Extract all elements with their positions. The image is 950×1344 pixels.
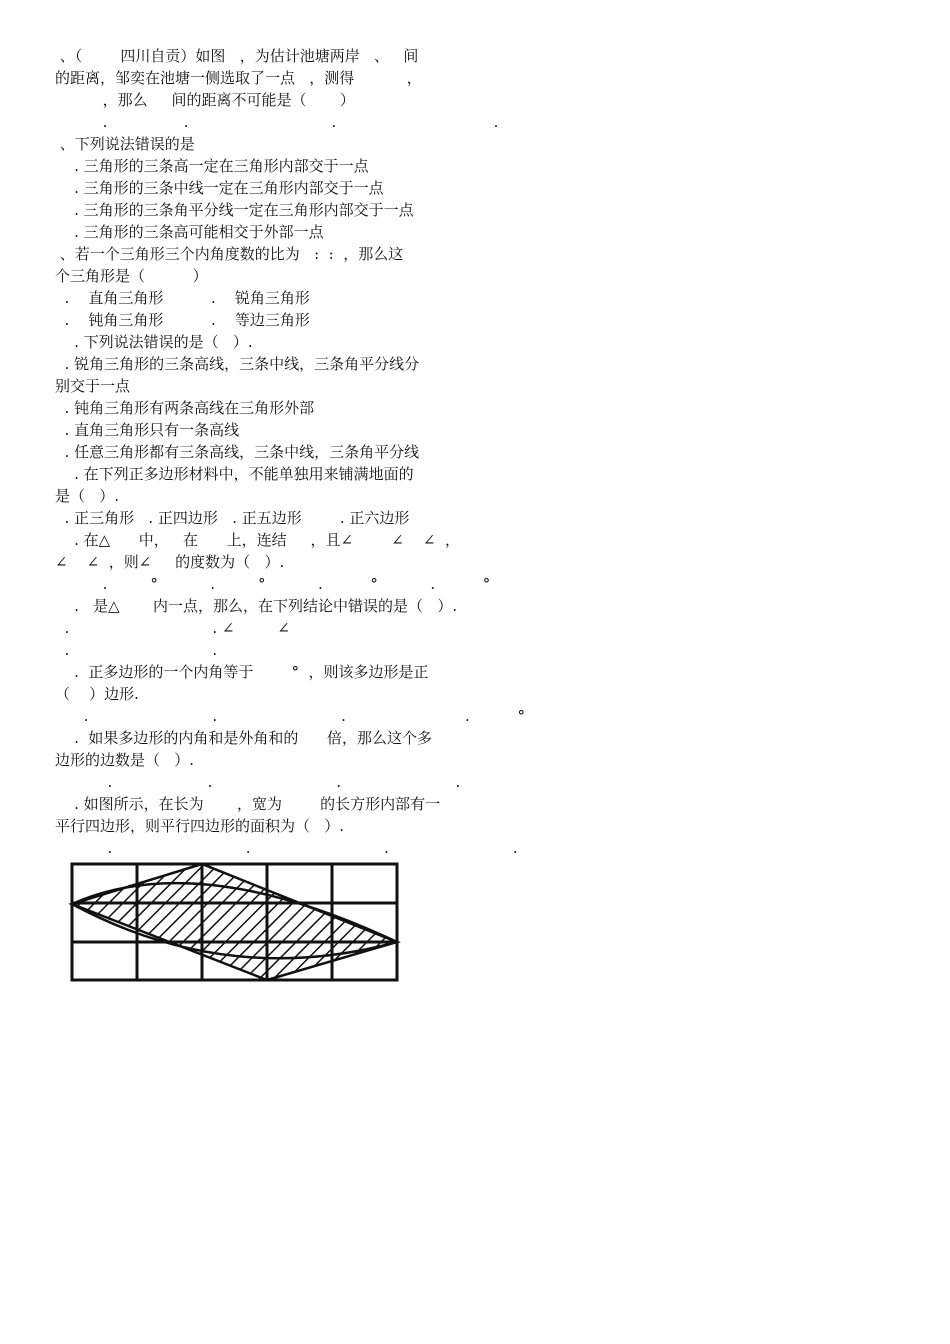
- text-line: . 三角形的三条中线一定在三角形内部交于一点: [55, 179, 384, 197]
- text-line: 、（ 四川自贡）如图 ，为估计池塘两岸 、 间: [55, 47, 419, 65]
- text-line: . 下列说法错误的是（ ）.: [55, 333, 253, 351]
- text-line: . 在△ 中， 在 上，连结 ，且∠ ∠ ∠ ，: [55, 531, 460, 549]
- text-line: . .: [55, 641, 218, 659]
- rectangle-grid-figure: [68, 858, 402, 986]
- text-line: . 直角三角形 . 锐角三角形: [55, 289, 310, 307]
- text-line: . 如果多边形的内角和是外角和的 倍，那么这个多: [55, 729, 432, 747]
- text-line: . . . .: [55, 839, 518, 857]
- text-line: . 三角形的三条角平分线一定在三角形内部交于一点: [55, 201, 414, 219]
- text-line: . . . . °: [55, 707, 526, 725]
- text-line: . . . .: [55, 773, 461, 791]
- text-line: （ ）边形.: [55, 685, 139, 703]
- text-line: . 在下列正多边形材料中，不能单独用来铺满地面的: [55, 465, 414, 483]
- parallelogram-figure: [68, 858, 402, 986]
- text-line: 、若一个三角形三个内角度数的比为 : : ，那么这: [55, 245, 404, 263]
- text-line: . 锐角三角形的三条高线，三条中线，三条角平分线分: [55, 355, 420, 373]
- text-line: . . . .: [55, 113, 499, 131]
- text-line: . 三角形的三条高可能相交于外部一点: [55, 223, 324, 241]
- text-line: . 钝角三角形 . 等边三角形: [55, 311, 310, 329]
- text-line: 是（ ）.: [55, 487, 120, 505]
- text-line: ∠ ∠ ，则∠ 的度数为（ ）.: [55, 553, 285, 571]
- text-line: 边形的边数是（ ）.: [55, 751, 195, 769]
- text-line: . 如图所示，在长为 ，宽为 的长方形内部有一: [55, 795, 441, 813]
- text-line: . 三角形的三条高一定在三角形内部交于一点: [55, 157, 369, 175]
- text-line: . 正多边形的一个内角等于 ° ，则该多边形是正: [55, 663, 429, 681]
- text-line: . 钝角三角形有两条高线在三角形外部: [55, 399, 315, 417]
- text-line: . 是△ 内一点，那么，在下列结论中错误的是（ ）.: [55, 597, 458, 615]
- text-line: . 正三角形 . 正四边形 . 正五边形 . 正六边形: [55, 509, 410, 527]
- text-line: 、下列说法错误的是: [55, 135, 195, 153]
- text-line: ，那么 间的距离不可能是（ ）: [55, 91, 355, 109]
- text-line: . 直角三角形只有一条高线: [55, 421, 240, 439]
- text-line: . . ∠ ∠: [55, 619, 290, 637]
- text-line: 个三角形是（ ）: [55, 267, 208, 285]
- text-line: 别交于一点: [55, 377, 131, 395]
- text-line: 平行四边形，则平行四边形的面积为（ ）.: [55, 817, 345, 835]
- text-line: . ° . ° . ° . °: [55, 575, 491, 593]
- text-line: . 任意三角形都有三条高线，三条中线，三条角平分线: [55, 443, 420, 461]
- text-line: 的距离，邹奕在池塘一侧选取了一点 ，测得 ，: [55, 69, 422, 87]
